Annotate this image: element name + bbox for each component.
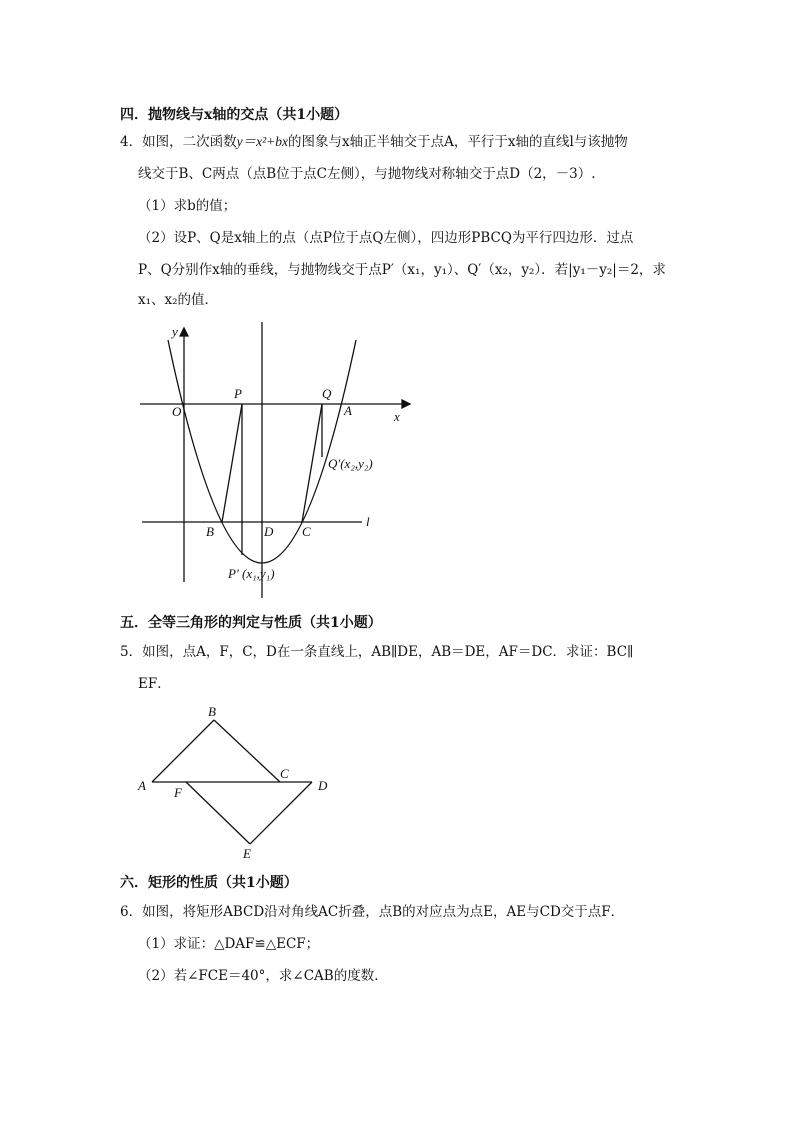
label-x: x bbox=[394, 409, 400, 424]
segment-FE bbox=[186, 782, 250, 844]
label-P: P bbox=[234, 386, 242, 401]
problem6-q1: （1）求证：△DAF≌△ECF； bbox=[138, 936, 320, 952]
section5-heading: 五．全等三角形的判定与性质（共1小题） bbox=[120, 615, 382, 631]
label5-B: B bbox=[208, 704, 216, 719]
problem4-line1-b: 的图象与x轴正半轴交于点A，平行于x轴的直线l与该抛物 bbox=[287, 134, 628, 150]
problem4-q1: （1）求b的值； bbox=[138, 198, 237, 214]
y-axis-arrow bbox=[180, 328, 188, 336]
segment-ED bbox=[250, 782, 312, 844]
x-axis-arrow bbox=[402, 400, 410, 408]
label5-C: C bbox=[280, 766, 289, 781]
problem6-line1: 6．如图，将矩形ABCD沿对角线AC折叠，点B的对应点为点E，AE与CD交于点F． bbox=[120, 904, 625, 920]
label-B: B bbox=[206, 524, 214, 539]
section4-heading: 四．抛物线与x轴的交点（共1小题） bbox=[120, 107, 349, 123]
segment-CQ bbox=[302, 404, 322, 522]
label5-A: A bbox=[138, 778, 146, 793]
segment-AB bbox=[152, 720, 214, 782]
label5-E: E bbox=[243, 846, 251, 861]
label-O: O bbox=[172, 404, 182, 419]
label-y: y bbox=[172, 324, 178, 339]
label-Pprime: P′ (x₁,y₁) bbox=[228, 566, 275, 581]
problem4-q2-line2: P、Q分别作x轴的垂线，与抛物线交于点P′（x₁，y₁）、Q′（x₂，y₂）．若|y₁－y₂|＝2，求 bbox=[138, 262, 666, 278]
label-A: A bbox=[344, 403, 352, 418]
problem4-q2-line3: x₁、x₂的值． bbox=[138, 292, 219, 308]
label-C: C bbox=[302, 524, 311, 539]
section6-heading: 六．矩形的性质（共1小题） bbox=[120, 875, 298, 891]
label-Q: Q bbox=[322, 386, 332, 401]
segment-BP bbox=[222, 404, 242, 522]
problem5-line1: 5．如图，点A，F，C，D在一条直线上，AB∥DE，AB＝DE，AF＝DC．求证：BC∥ bbox=[120, 644, 634, 660]
label5-D: D bbox=[318, 778, 328, 793]
label-D: D bbox=[264, 524, 274, 539]
label-l: l bbox=[366, 514, 370, 529]
problem5-line2: EF． bbox=[138, 676, 171, 692]
label5-F: F bbox=[174, 785, 182, 800]
problem6-q2: （2）若∠FCE＝40°，求∠CAB的度数． bbox=[138, 968, 388, 984]
figure-triangles bbox=[152, 720, 312, 844]
label-Qprime: Q′(x₂,y₂) bbox=[328, 456, 373, 471]
problem4-q2-line1: （2）设P、Q是x轴上的点（点P位于点Q左侧），四边形PBCQ为平行四边形．过点 bbox=[138, 230, 634, 246]
segment-BC bbox=[214, 720, 280, 782]
problem4-line2: 线交于B、C两点（点B位于点C左侧），与抛物线对称轴交于点D（2，－3）. bbox=[138, 166, 596, 182]
problem4-line1-a: 4．如图，二次函数 bbox=[120, 134, 237, 150]
problem4-equation: y＝x²+bx bbox=[236, 134, 288, 149]
